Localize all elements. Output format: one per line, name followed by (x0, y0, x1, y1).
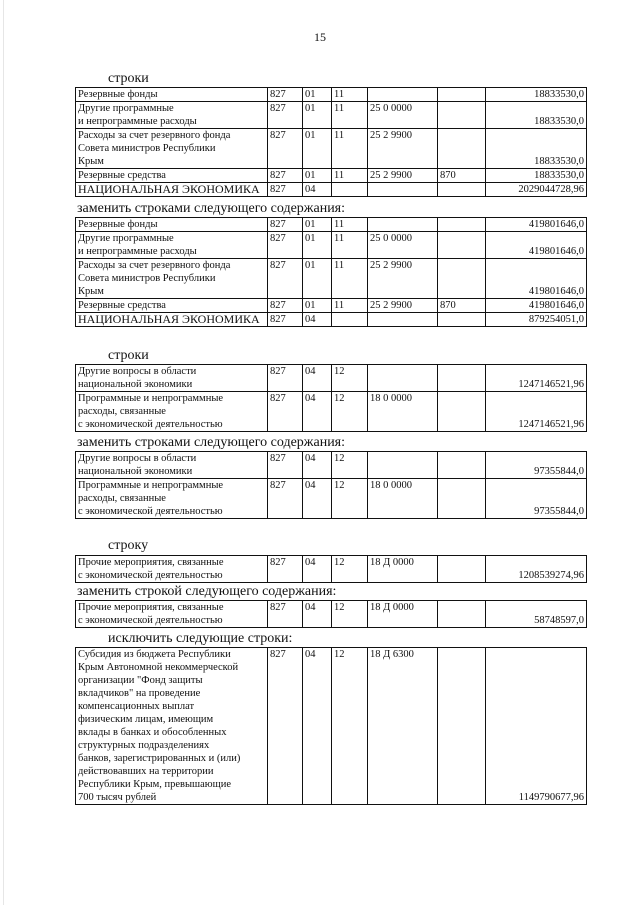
code-cell: 11 (332, 218, 368, 232)
budget-table (75, 555, 587, 583)
code-cell (368, 313, 438, 327)
amount-cell: 1208539274,96 (486, 556, 587, 583)
code-cell (438, 102, 486, 129)
code-cell: 12 (332, 601, 368, 628)
amount-cell: 18833530,0 (486, 129, 587, 169)
table-row (76, 392, 587, 432)
code-cell: 11 (332, 88, 368, 102)
code-cell: 11 (332, 259, 368, 299)
code-cell: 827 (268, 218, 303, 232)
amount-cell: 879254051,0 (486, 313, 587, 327)
code-cell: 01 (303, 88, 332, 102)
amount-cell: 419801646,0 (486, 299, 587, 313)
code-cell: 04 (303, 365, 332, 392)
code-cell: 827 (268, 102, 303, 129)
code-cell: 827 (268, 313, 303, 327)
row-name-cell: Другие вопросы в области национальной экономики (76, 452, 268, 479)
code-cell (438, 313, 486, 327)
code-cell: 25 2 9900 (368, 169, 438, 183)
code-cell (438, 129, 486, 169)
code-cell: 01 (303, 129, 332, 169)
code-cell (368, 452, 438, 479)
table-row (76, 232, 587, 259)
code-cell: 12 (332, 479, 368, 519)
code-cell: 01 (303, 218, 332, 232)
code-cell: 827 (268, 648, 303, 805)
row-name-cell: Прочие мероприятия, связанные с экономической деятельностью (76, 601, 268, 628)
code-cell: 11 (332, 169, 368, 183)
code-cell: 827 (268, 479, 303, 519)
code-cell: 04 (303, 479, 332, 519)
section-caption: строку (108, 538, 149, 553)
section-caption: строки (108, 71, 149, 86)
amount-cell: 2029044728,96 (486, 183, 587, 197)
amount-cell: 1149790677,96 (486, 648, 587, 805)
section-caption: заменить строками следующего содержания: (77, 435, 346, 450)
budget-table (75, 600, 587, 628)
code-cell (368, 218, 438, 232)
code-cell: 827 (268, 392, 303, 432)
amount-cell: 97355844,0 (486, 452, 587, 479)
code-cell: 827 (268, 259, 303, 299)
budget-table (75, 364, 587, 432)
code-cell: 01 (303, 299, 332, 313)
code-cell: 25 0 0000 (368, 232, 438, 259)
row-name-cell: Резервные средства (76, 169, 268, 183)
row-name-cell: Другие программные и непрограммные расходы (76, 102, 268, 129)
amount-cell: 18833530,0 (486, 169, 587, 183)
code-cell: 04 (303, 183, 332, 197)
code-cell (438, 259, 486, 299)
row-name-cell: Другие программные и непрограммные расходы (76, 232, 268, 259)
row-name-cell: Расходы за счет резервного фонда Совета министров Республики Крым (76, 259, 268, 299)
code-cell: 827 (268, 129, 303, 169)
row-name-cell: Субсидия из бюджета Республики Крым Автономной некоммерческой организации "Фонд защиты вкладчиков" на проведение компенсационных выплат физическим лицам, имеющим вклады в банках и обособленных структурных подразделениях банков, зарегистрированных и (или) действовавших на территории Республики Крым, превышающие 700 тысяч рублей (76, 648, 268, 805)
scan-edge (3, 0, 4, 905)
table-row (76, 102, 587, 129)
code-cell: 827 (268, 601, 303, 628)
code-cell: 04 (303, 601, 332, 628)
code-cell: 11 (332, 102, 368, 129)
code-cell: 01 (303, 102, 332, 129)
table-row (76, 313, 587, 327)
code-cell: 12 (332, 452, 368, 479)
amount-cell: 97355844,0 (486, 479, 587, 519)
code-cell: 827 (268, 183, 303, 197)
row-name-cell: НАЦИОНАЛЬНАЯ ЭКОНОМИКА (76, 313, 268, 327)
code-cell (438, 365, 486, 392)
code-cell (332, 313, 368, 327)
row-name-cell: Прочие мероприятия, связанные с экономической деятельностью (76, 556, 268, 583)
table-row (76, 299, 587, 313)
code-cell: 01 (303, 169, 332, 183)
code-cell: 18 Д 0000 (368, 601, 438, 628)
code-cell: 25 2 9900 (368, 129, 438, 169)
row-name-cell: Расходы за счет резервного фонда Совета министров Республики Крым (76, 129, 268, 169)
code-cell: 12 (332, 648, 368, 805)
code-cell: 870 (438, 299, 486, 313)
code-cell: 04 (303, 452, 332, 479)
row-name-cell: Резервные средства (76, 299, 268, 313)
code-cell (438, 479, 486, 519)
row-name-cell: Другие вопросы в области национальной экономики (76, 365, 268, 392)
code-cell (438, 232, 486, 259)
code-cell: 11 (332, 232, 368, 259)
table-row (76, 129, 587, 169)
code-cell (438, 218, 486, 232)
table-row (76, 479, 587, 519)
budget-table (75, 451, 587, 519)
code-cell (368, 88, 438, 102)
code-cell (332, 183, 368, 197)
code-cell: 18 0 0000 (368, 392, 438, 432)
code-cell: 12 (332, 556, 368, 583)
table-row (76, 648, 587, 805)
table-row (76, 452, 587, 479)
row-name-cell: Резервные фонды (76, 88, 268, 102)
row-name-cell: Резервные фонды (76, 218, 268, 232)
row-name-cell: Программные и непрограммные расходы, связанные с экономической деятельностью (76, 392, 268, 432)
code-cell: 18 0 0000 (368, 479, 438, 519)
code-cell (438, 392, 486, 432)
amount-cell: 419801646,0 (486, 218, 587, 232)
code-cell (438, 88, 486, 102)
code-cell: 18 Д 0000 (368, 556, 438, 583)
code-cell: 25 2 9900 (368, 259, 438, 299)
code-cell: 827 (268, 556, 303, 583)
code-cell: 04 (303, 648, 332, 805)
code-cell (368, 365, 438, 392)
code-cell: 11 (332, 129, 368, 169)
code-cell (438, 648, 486, 805)
table-row (76, 183, 587, 197)
amount-cell: 58748597,0 (486, 601, 587, 628)
table-row (76, 601, 587, 628)
code-cell (438, 556, 486, 583)
code-cell: 25 2 9900 (368, 299, 438, 313)
code-cell: 12 (332, 392, 368, 432)
page-number: 15 (314, 30, 326, 44)
code-cell: 01 (303, 259, 332, 299)
row-name-cell: НАЦИОНАЛЬНАЯ ЭКОНОМИКА (76, 183, 268, 197)
amount-cell: 419801646,0 (486, 232, 587, 259)
code-cell: 25 0 0000 (368, 102, 438, 129)
code-cell: 827 (268, 88, 303, 102)
code-cell: 04 (303, 313, 332, 327)
code-cell: 827 (268, 365, 303, 392)
section-caption: исключить следующие строки: (108, 631, 293, 646)
amount-cell: 1247146521,96 (486, 365, 587, 392)
table-row (76, 88, 587, 102)
row-name-cell: Программные и непрограммные расходы, связанные с экономической деятельностью (76, 479, 268, 519)
code-cell: 827 (268, 169, 303, 183)
code-cell (438, 183, 486, 197)
budget-table (75, 217, 587, 327)
amount-cell: 18833530,0 (486, 88, 587, 102)
budget-table (75, 87, 587, 197)
code-cell (368, 183, 438, 197)
code-cell: 827 (268, 299, 303, 313)
section-caption: заменить строкой следующего содержания: (77, 584, 337, 599)
table-row (76, 556, 587, 583)
code-cell (438, 452, 486, 479)
section-caption: строки (108, 348, 149, 363)
amount-cell: 18833530,0 (486, 102, 587, 129)
section-caption: заменить строками следующего содержания: (77, 201, 346, 216)
code-cell: 827 (268, 452, 303, 479)
code-cell: 04 (303, 392, 332, 432)
code-cell: 11 (332, 299, 368, 313)
amount-cell: 1247146521,96 (486, 392, 587, 432)
table-row (76, 259, 587, 299)
code-cell: 12 (332, 365, 368, 392)
code-cell: 870 (438, 169, 486, 183)
code-cell: 827 (268, 232, 303, 259)
table-row (76, 169, 587, 183)
table-row (76, 218, 587, 232)
code-cell: 18 Д 6300 (368, 648, 438, 805)
code-cell: 04 (303, 556, 332, 583)
amount-cell: 419801646,0 (486, 259, 587, 299)
table-row (76, 365, 587, 392)
code-cell: 01 (303, 232, 332, 259)
code-cell (438, 601, 486, 628)
budget-table (75, 647, 587, 805)
